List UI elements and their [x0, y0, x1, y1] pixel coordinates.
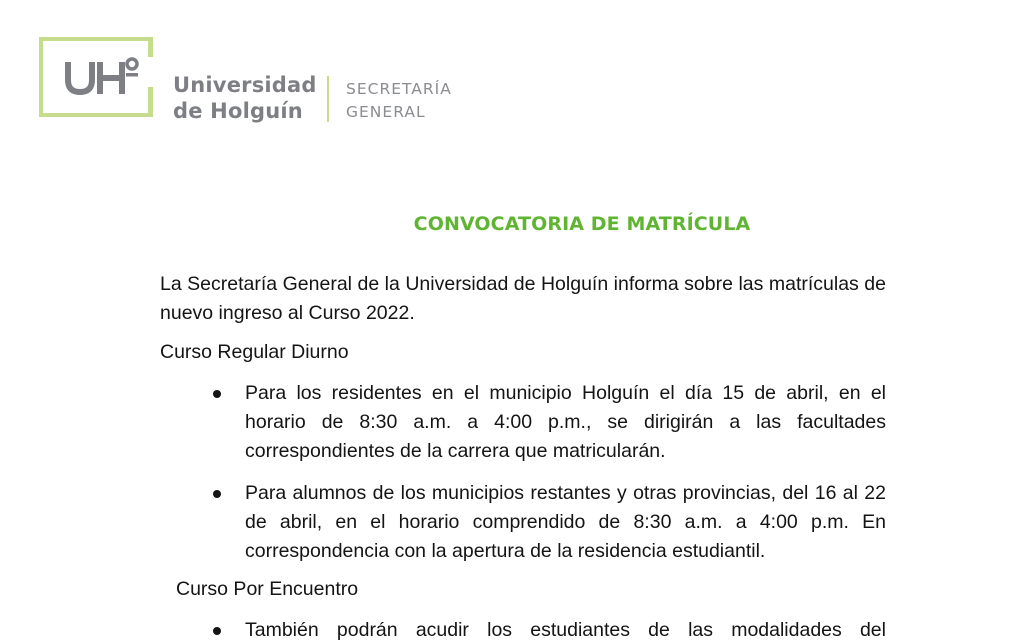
- letterhead-divider: [327, 76, 329, 122]
- section-heading-por-encuentro: Curso Por Encuentro: [176, 578, 359, 600]
- list-item: Para alumnos de los municipios restantes y otras provincias, del 16 al 22 de abril, en el horario comprendido de 8:30 a.m. a 4:00 p.m. En correspondencia con la apertura de la residencia estudiantil.: [245, 482, 886, 562]
- section-heading-regular-diurno: Curso Regular Diurno: [160, 341, 349, 363]
- university-name-line2: de Holguín: [173, 99, 303, 123]
- department-name-line1: SECRETARÍA: [346, 80, 452, 98]
- department-name: [346, 78, 452, 124]
- logo-frame-edge: [148, 37, 153, 117]
- intro-paragraph: La Secretaría General de la Universidad de Holguín informa sobre las matrículas de nuevo ingreso al Curso 2022.: [160, 273, 886, 324]
- university-logo-icon: [64, 56, 144, 100]
- list-item: También podrán acudir los estudiantes de las modalidades del: [245, 619, 886, 640]
- document-title: CONVOCATORIA DE MATRÍCULA: [413, 213, 751, 235]
- department-name-line2: GENERAL: [346, 103, 426, 121]
- bullet-icon: [213, 627, 221, 635]
- university-name: [173, 72, 317, 124]
- university-name-line1: Universidad: [173, 73, 317, 97]
- bullet-icon: [213, 390, 221, 398]
- list-item: Para los residentes en el municipio Holguín el día 15 de abril, en el horario de 8:30 a.m. a 4:00 p.m., se dirigirán a las facultades correspondientes de la carrera que matricularán.: [245, 382, 886, 462]
- bullet-icon: [213, 490, 221, 498]
